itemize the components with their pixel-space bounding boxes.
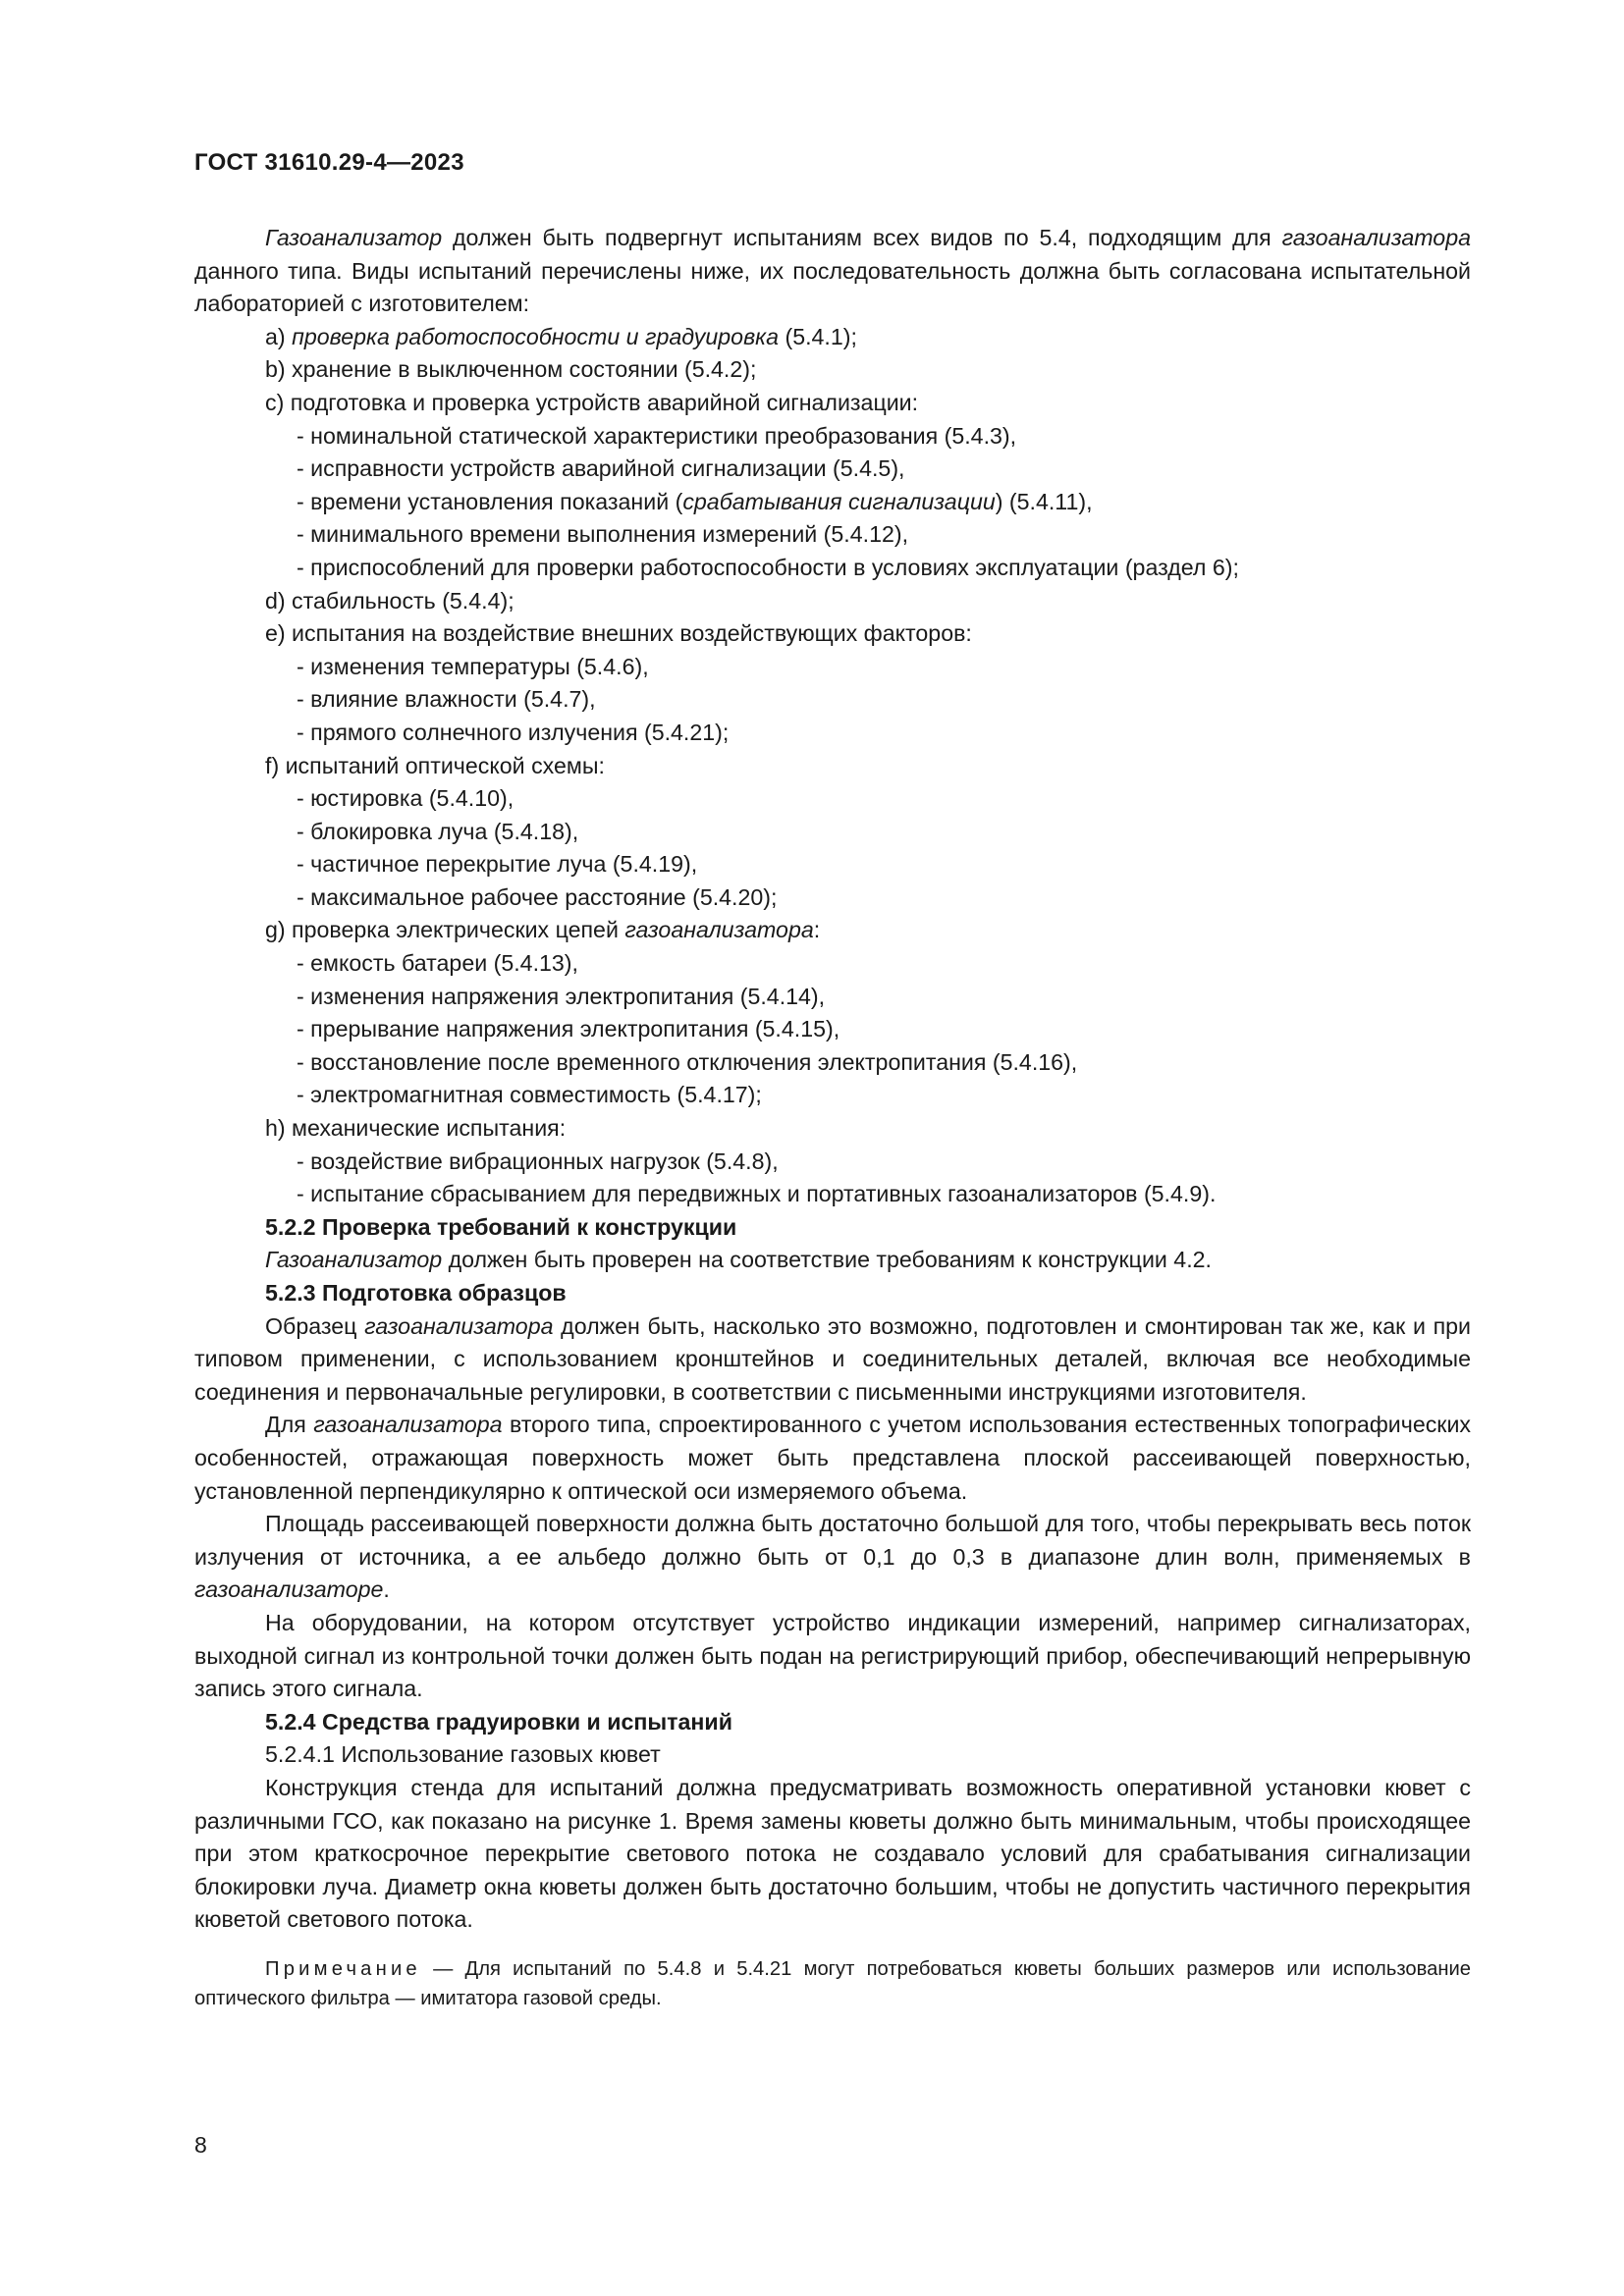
paragraph: Площадь рассеивающей поверхности должна быть достаточно большой для того, чтобы перекрывать весь поток излучения от источника, а ее альбедо должно быть от 0,1 до 0,3 в диапазоне длин волн, применяемых в газоанализаторе. bbox=[194, 1511, 1471, 1603]
list-item-g: g) проверка электрических цепей газоанализатора: bbox=[265, 917, 821, 943]
list-item-e: e) испытания на воздействие внешних воздействующих факторов: bbox=[265, 620, 972, 647]
paragraph: Образец газоанализатора должен быть, насколько это возможно, подготовлен и смонтирован так же, как и при типовом применении, с использованием кронштейнов и соединительных деталей, включая все необходимые соединения и первоначальные регулировки, в соответствии с письменными инструкциями изготовителя. bbox=[194, 1312, 1471, 1405]
list-item-d: d) стабильность (5.4.4); bbox=[265, 587, 514, 614]
section-heading-5-2-3: 5.2.3 Подготовка образцов bbox=[265, 1280, 567, 1306]
list-item-a: a) проверка работоспособности и градуировка (5.4.1); bbox=[265, 323, 857, 349]
sub-item: - емкость батареи (5.4.13), bbox=[297, 950, 578, 977]
sub-item: - влияние влажности (5.4.7), bbox=[297, 686, 596, 713]
section-heading-5-2-2: 5.2.2 Проверка требований к конструкции bbox=[265, 1213, 737, 1240]
page-number: 8 bbox=[194, 2132, 207, 2158]
sub-item: - приспособлений для проверки работоспособности в условиях эксплуатации (раздел 6); bbox=[297, 554, 1239, 580]
sub-item: - юстировка (5.4.10), bbox=[297, 785, 514, 812]
sub-item: - блокировка луча (5.4.18), bbox=[297, 818, 579, 844]
term-italic: газоанализатора bbox=[1281, 225, 1471, 250]
section-heading-5-2-4: 5.2.4 Средства градуировки и испытаний bbox=[265, 1708, 732, 1735]
paragraph: На оборудовании, на котором отсутствует устройство индикации измерений, например сигнализаторах, выходной сигнал из контрольной точки должен быть подан на регистрирующий прибор, обеспечивающий непрерывную запись этого сигнала. bbox=[194, 1609, 1471, 1702]
sub-item: - номинальной статической характеристики преобразования (5.4.3), bbox=[297, 422, 1017, 449]
sub-item: - времени установления показаний (срабатывания сигнализации) (5.4.11), bbox=[297, 488, 1093, 514]
document-body bbox=[194, 222, 1471, 2013]
sub-item: - исправности устройств аварийной сигнализации (5.4.5), bbox=[297, 455, 905, 482]
list-item-h: h) механические испытания: bbox=[265, 1115, 567, 1142]
sub-item: - максимальное рабочее расстояние (5.4.20); bbox=[297, 883, 778, 910]
sub-item: - изменения температуры (5.4.6), bbox=[297, 653, 649, 679]
sub-item: - прерывание напряжения электропитания (5.4.15), bbox=[297, 1016, 840, 1042]
paragraph: Конструкция стенда для испытаний должна предусматривать возможность оперативной установки кювет с различными ГСО, как показано на рисунке 1. Время замены кюветы должно быть минимальным, чтобы происходящее при этом краткосрочное перекрытие светового потока не создавало условий для срабатывания сигнализации блокировки луча. Диаметр окна кюветы должен быть достаточно большим, чтобы не допустить частичного перекрытия кюветой светового потока. bbox=[194, 1774, 1471, 1933]
sub-item: - минимального времени выполнения измерений (5.4.12), bbox=[297, 521, 909, 548]
sub-item: - прямого солнечного излучения (5.4.21); bbox=[297, 719, 730, 745]
list-item-f: f) испытаний оптической схемы: bbox=[265, 752, 605, 778]
note: Примечание — Для испытаний по 5.4.8 и 5.4.21 могут потребоваться кюветы больших размеров или использование оптического фильтра — имитатора газовой среды. bbox=[194, 1957, 1471, 2009]
list-item-b: b) хранение в выключенном состоянии (5.4.2); bbox=[265, 356, 757, 383]
term-italic: Газоанализатор bbox=[265, 225, 443, 250]
subsection-heading-5-2-4-1: 5.2.4.1 Использование газовых кювет bbox=[265, 1741, 661, 1768]
paragraph: Газоанализатор должен быть проверен на соответствие требованиям к конструкции 4.2. bbox=[265, 1247, 1212, 1273]
sub-item: - воздействие вибрационных нагрузок (5.4.8), bbox=[297, 1148, 779, 1174]
intro-paragraph: Газоанализатор должен быть подвергнут испытаниям всех видов по 5.4, подходящим для газоанализатора данного типа. Виды испытаний перечислены ниже, их последовательность должна быть согласована испытательной лабораторией с изготовителем: bbox=[194, 225, 1471, 317]
sub-item: - электромагнитная совместимость (5.4.17); bbox=[297, 1082, 762, 1108]
paragraph: Для газоанализатора второго типа, спроектированного с учетом использования естественных топографических особенностей, отражающая поверхность может быть представлена плоской рассеивающей поверхностью, установленной перпендикулярно к оптической оси измеряемого объема. bbox=[194, 1412, 1472, 1504]
list-item-c: c) подготовка и проверка устройств аварийной сигнализации: bbox=[265, 389, 919, 415]
sub-item: - восстановление после временного отключения электропитания (5.4.16), bbox=[297, 1048, 1078, 1075]
sub-item: - испытание сбрасыванием для передвижных и портативных газоанализаторов (5.4.9). bbox=[297, 1181, 1217, 1207]
sub-item: - частичное перекрытие луча (5.4.19), bbox=[297, 851, 698, 878]
sub-item: - изменения напряжения электропитания (5.4.14), bbox=[297, 983, 826, 1009]
note-label: Примечание bbox=[265, 1957, 421, 1980]
document-code-header: ГОСТ 31610.29-4—2023 bbox=[194, 149, 464, 176]
